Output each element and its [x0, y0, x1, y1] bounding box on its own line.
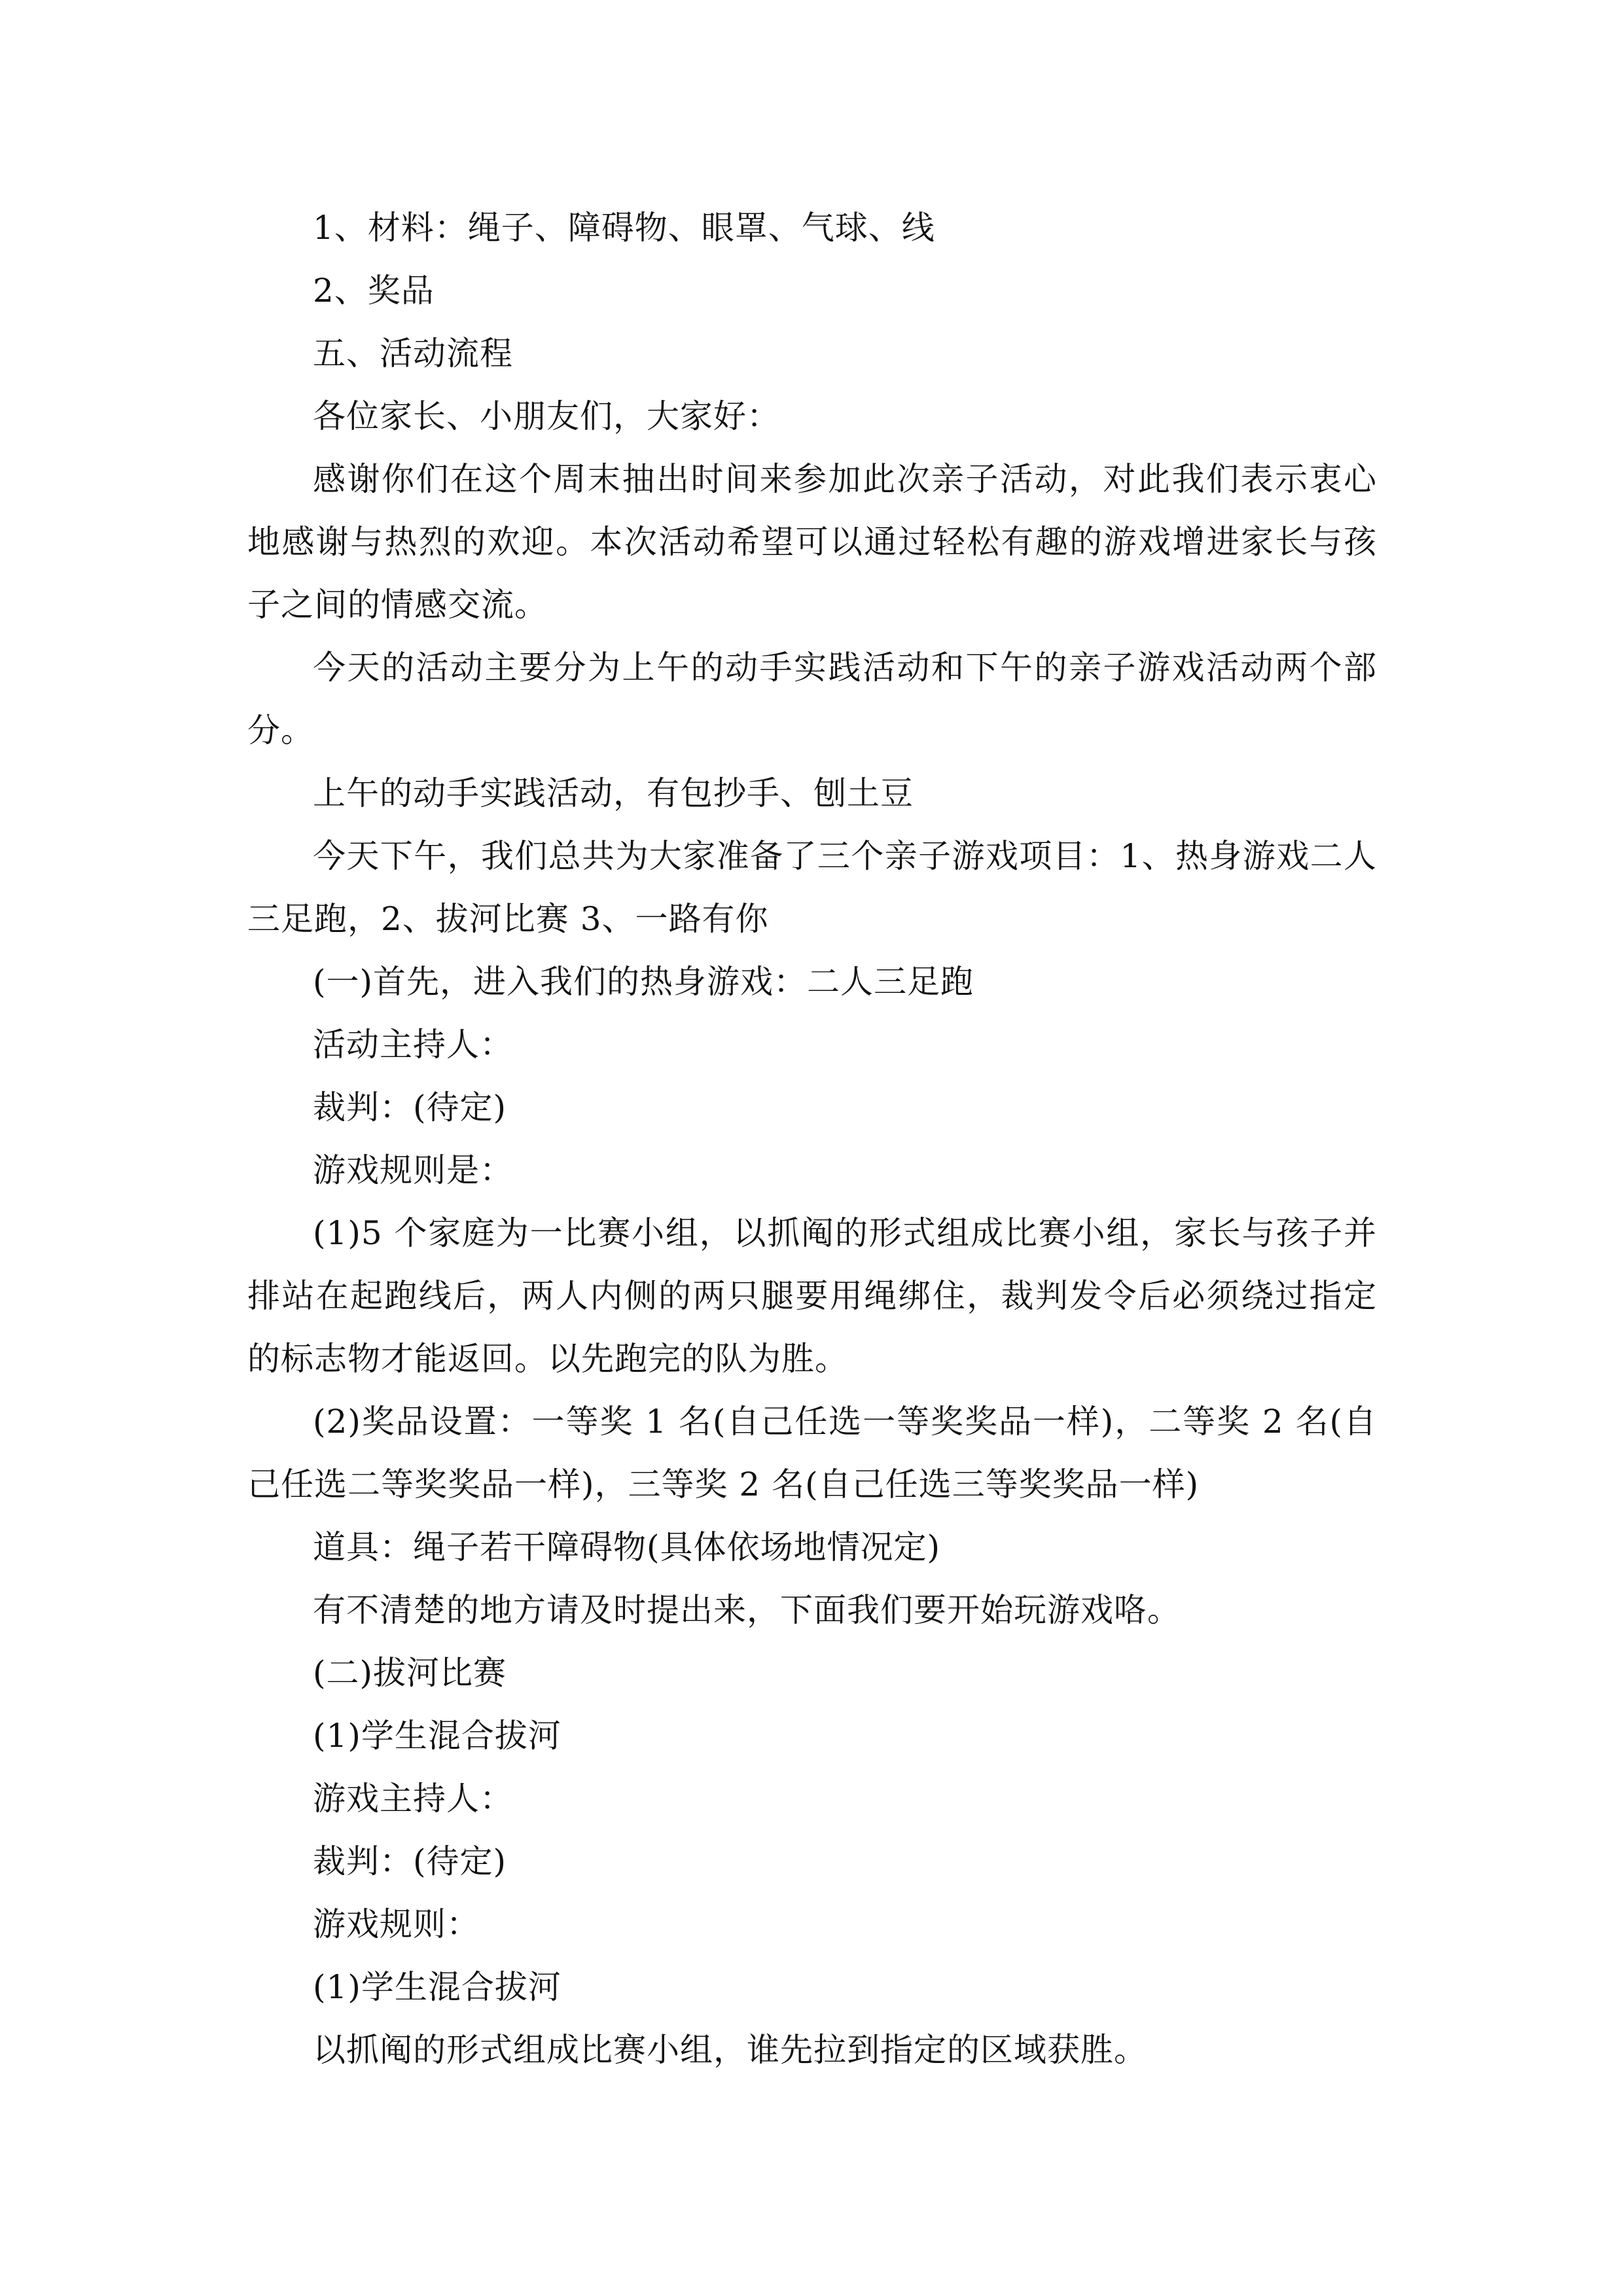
paragraph-prizes: 2、奖品 [313, 272, 435, 310]
paragraph-rule-1: (1)5 个家庭为一比赛小组，以抓阄的形式组成比赛小组，家长与孩子并排站在起跑线后，两人内侧的两只腿要用绳绑住，裁判发令后必须绕过指定的标志物才能返回。以先跑完的队为胜。 [247, 1214, 1377, 1378]
section-heading-activity-flow: 五、活动流程 [313, 334, 513, 372]
subheading-tug-of-war: (二)拔河比赛 [313, 1654, 507, 1692]
paragraph-game-host: 游戏主持人： [313, 1780, 513, 1818]
document-body [247, 196, 1377, 2081]
paragraph-draw-lots: 以抓阄的形式组成比赛小组，谁先拉到指定的区域获胜。 [313, 2031, 1147, 2069]
paragraph-props: 道具：绳子若干障碍物(具体依场地情况定) [313, 1528, 941, 1566]
paragraph-materials: 1、材料：绳子、障碍物、眼罩、气球、线 [313, 209, 935, 247]
paragraph-rule-2: (2)奖品设置：一等奖 1 名(自己任选一等奖奖品一样)，二等奖 2 名(自己任选二等奖奖品一样)，三等奖 2 名(自己任选三等奖奖品一样) [247, 1403, 1377, 1503]
paragraph-mixed-tug: (1)学生混合拔河 [313, 1717, 562, 1755]
paragraph-questions: 有不清楚的地方请及时提出来，下面我们要开始玩游戏咯。 [313, 1591, 1181, 1629]
paragraph-referee-2: 裁判：(待定) [313, 1842, 507, 1880]
subheading-three-legged-race: (一)首先，进入我们的热身游戏：二人三足跑 [313, 963, 974, 1001]
paragraph-greeting: 各位家长、小朋友们，大家好： [313, 397, 780, 435]
paragraph-rules-label: 游戏规则是： [313, 1151, 513, 1189]
paragraph-game-rules-label: 游戏规则： [313, 1905, 480, 1943]
paragraph-referee: 裁判：(待定) [313, 1088, 507, 1126]
paragraph-afternoon: 今天下午，我们总共为大家准备了三个亲子游戏项目：1、热身游戏二人三足跑，2、拔河比赛 3、一路有你 [247, 837, 1377, 938]
paragraph-schedule: 今天的活动主要分为上午的动手实践活动和下午的亲子游戏活动两个部分。 [247, 649, 1377, 749]
paragraph-morning: 上午的动手实践活动，有包抄手、刨土豆 [313, 774, 914, 812]
paragraph-thanks: 感谢你们在这个周末抽出时间来参加此次亲子活动，对此我们表示衷心地感谢与热烈的欢迎。本次活动希望可以通过轻松有趣的游戏增进家长与孩子之间的情感交流。 [247, 460, 1377, 624]
paragraph-mixed-tug-2: (1)学生混合拔河 [313, 1968, 562, 2006]
paragraph-host: 活动主持人： [313, 1026, 513, 1064]
